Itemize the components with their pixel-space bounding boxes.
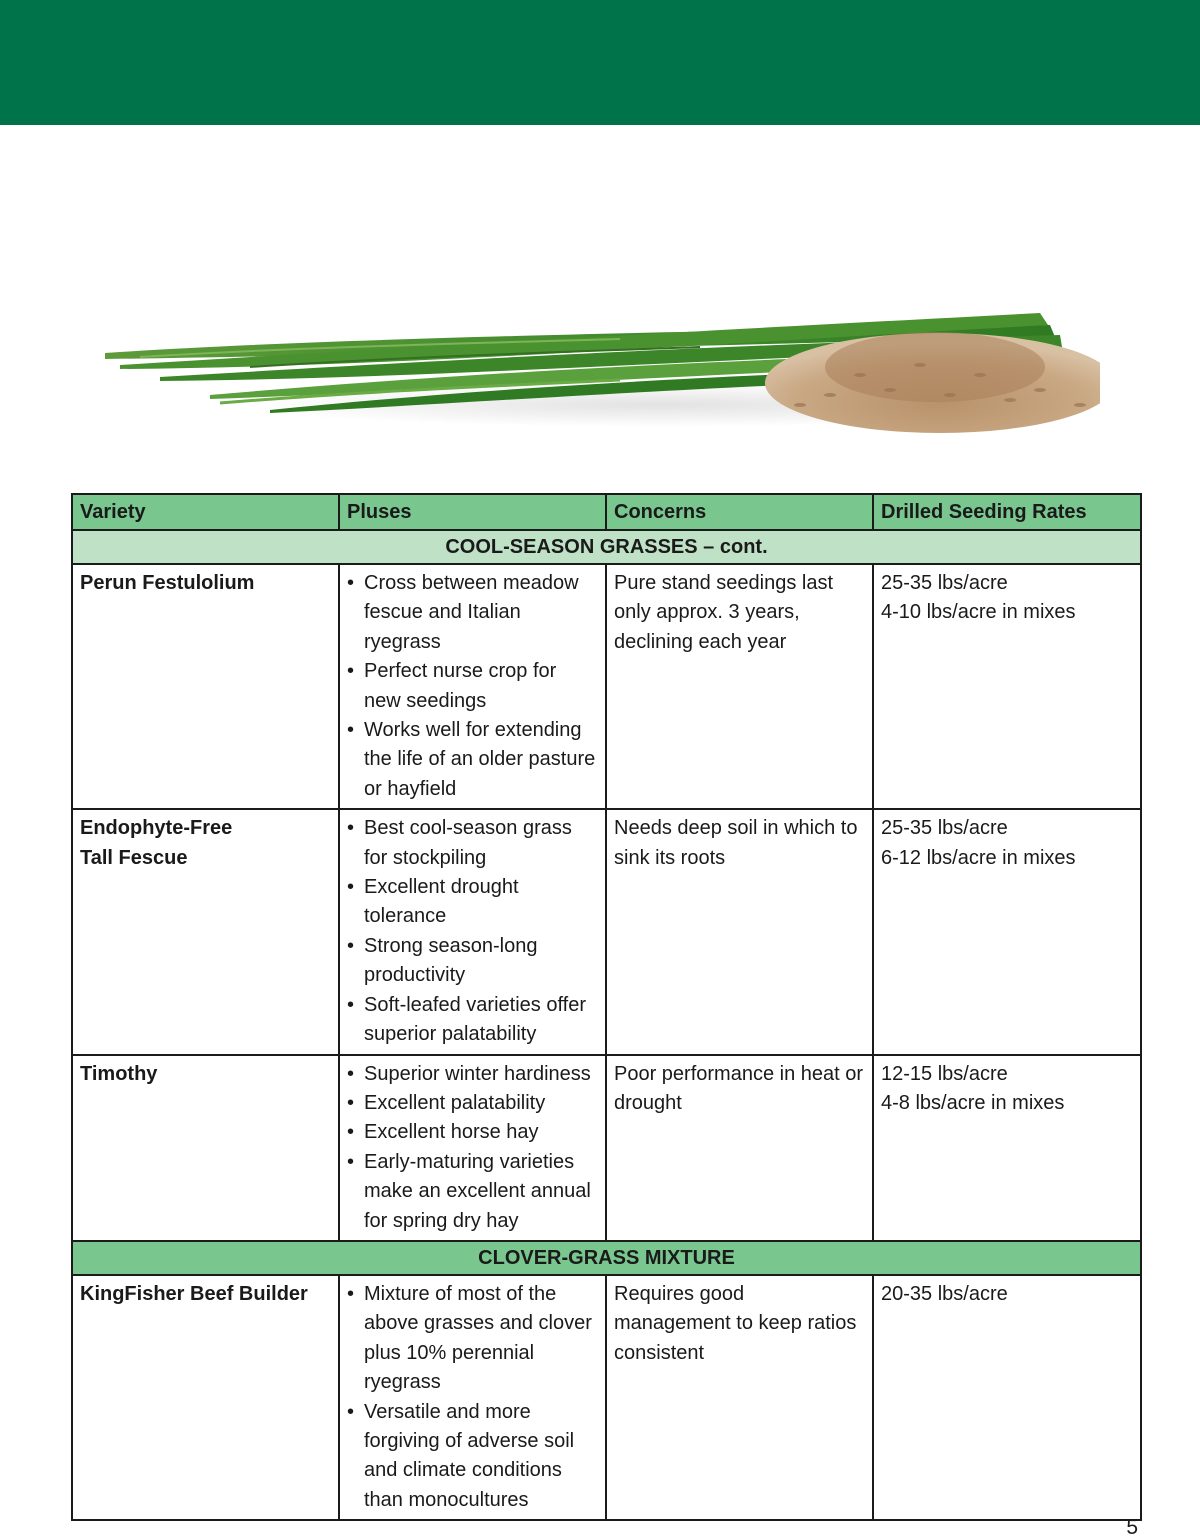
plus-item: • Strong season-long productivity [347, 932, 598, 991]
rates-cell [873, 1275, 1141, 1520]
pluses-cell [339, 1275, 606, 1520]
pluses-cell [339, 809, 606, 1054]
header-row [72, 494, 1141, 530]
table-row [72, 1055, 1141, 1241]
variety-cell [72, 564, 339, 809]
plus-item: • Perfect nurse crop for new seedings [347, 657, 598, 716]
column-header-pluses: Pluses [339, 494, 606, 530]
rate-line: 6-12 lbs/acre in mixes [881, 846, 1076, 869]
rates-cell [873, 1055, 1141, 1241]
variety-name: KingFisher Beef Builder [80, 1282, 308, 1305]
plus-item: • Mixture of most of the above grasses and clover plus 10% perennial ryegrass [347, 1280, 598, 1398]
rate-line: 4-10 lbs/acre in mixes [881, 601, 1076, 624]
variety-cell [72, 1275, 339, 1520]
column-header-seeding-rates: Drilled Seeding Rates [873, 494, 1141, 530]
section-title-cool-season: COOL-SEASON GRASSES – cont. [72, 530, 1141, 564]
plus-item: • Best cool-season grass for stockpiling [347, 814, 598, 873]
plus-item: • Excellent horse hay [347, 1118, 598, 1147]
plus-item: • Works well for extending the life of an older pasture or hayfield [347, 716, 598, 804]
plus-item: • Excellent drought tolerance [347, 873, 598, 932]
concerns-cell: Poor performance in heat or drought [606, 1055, 873, 1241]
variety-cell [72, 1055, 339, 1241]
header-band [0, 0, 1200, 125]
variety-name: Timothy [80, 1062, 158, 1085]
page-number: 5 [1126, 1516, 1138, 1539]
plus-item: • Excellent palatability [347, 1089, 598, 1118]
variety-name: Tall Fescue [80, 846, 188, 869]
pluses-cell [339, 564, 606, 809]
table-row [72, 564, 1141, 809]
rate-line: 25-35 lbs/acre [881, 817, 1008, 840]
plus-item: • Cross between meadow fescue and Italian ryegrass [347, 569, 598, 657]
variety-cell [72, 809, 339, 1054]
column-header-variety: Variety [72, 494, 339, 530]
rate-line: 25-35 lbs/acre [881, 572, 1008, 594]
rate-line: 12-15 lbs/acre [881, 1062, 1008, 1085]
concerns-cell: Requires good management to keep ratios consistent [606, 1275, 873, 1520]
concerns-cell: Needs deep soil in which to sink its roots [606, 809, 873, 1054]
table-row [72, 1275, 1141, 1520]
section-row [72, 1241, 1141, 1275]
plus-item: • Versatile and more forgiving of adverse soil and climate conditions than monocultures [347, 1398, 598, 1516]
table-row [72, 809, 1141, 1054]
plus-item: • Soft-leafed varieties offer superior palatability [347, 991, 598, 1050]
seeding-rates-table [71, 493, 1142, 1521]
rates-cell [873, 809, 1141, 1054]
concerns-cell: Pure stand seedings last only approx. 3 years, declining each year [606, 564, 873, 809]
grass-seed-image [100, 295, 1100, 460]
column-header-concerns: Concerns [606, 494, 873, 530]
rates-cell [873, 564, 1141, 809]
plus-item: • Early-maturing varieties make an excellent annual for spring dry hay [347, 1148, 598, 1236]
rate-line: 20-35 lbs/acre [881, 1282, 1008, 1305]
rate-line: 4-8 lbs/acre in mixes [881, 1091, 1065, 1114]
section-row [72, 530, 1141, 564]
section-title-clover-grass: CLOVER-GRASS MIXTURE [72, 1241, 1141, 1275]
variety-name: Endophyte-Free [80, 817, 233, 840]
plus-item: • Superior winter hardiness [347, 1060, 598, 1089]
pluses-cell [339, 1055, 606, 1241]
variety-name: Perun Festulolium [80, 572, 255, 594]
